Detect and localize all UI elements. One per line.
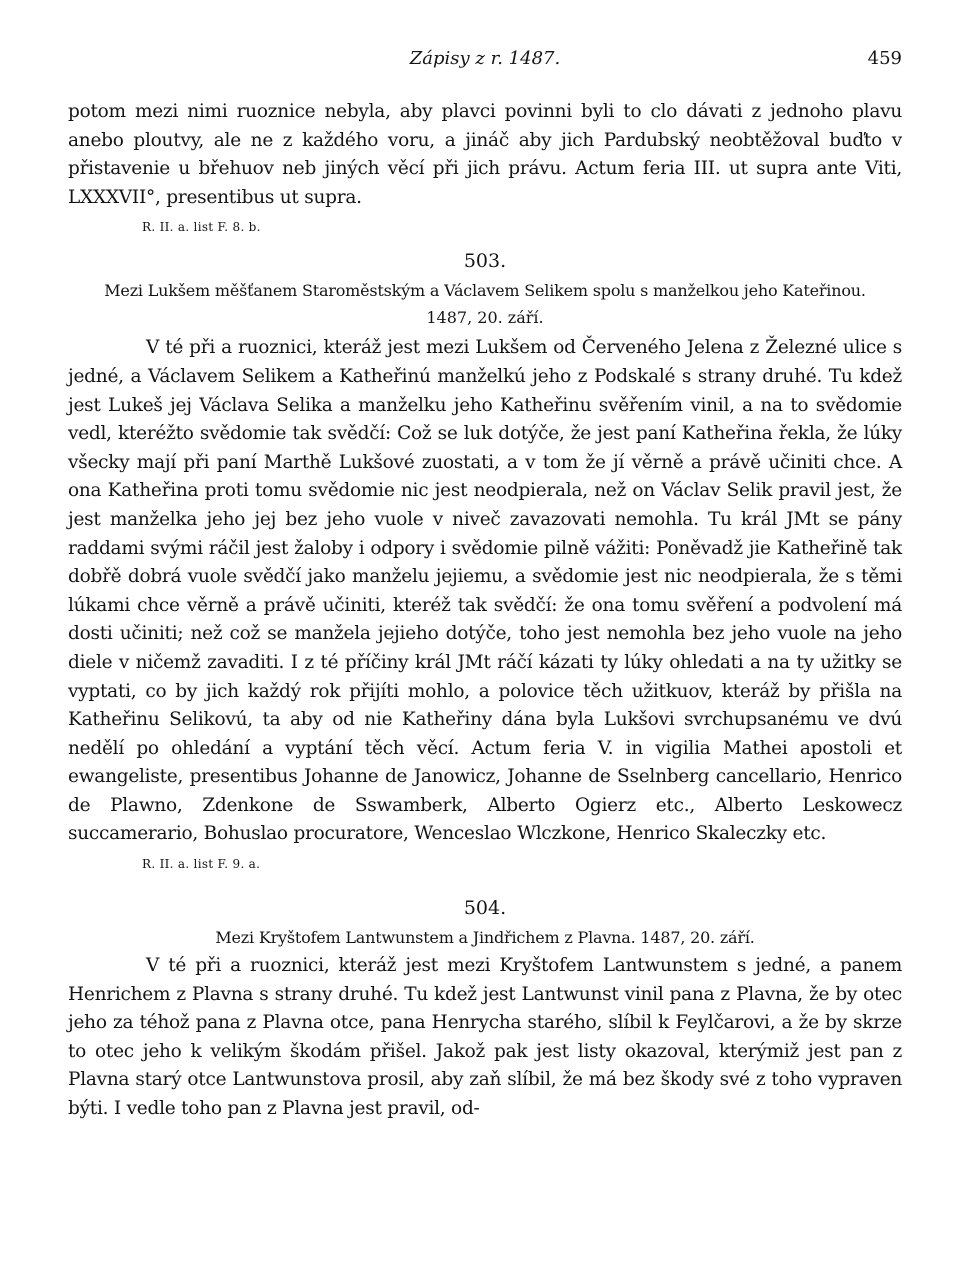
- page-number: 459: [867, 48, 902, 69]
- source-reference: R. II. a. list F. 9. a.: [142, 857, 261, 872]
- entry-paragraph: V té při a ruoznici, kteráž jest mezi Kryštofem Lantwunstem s jedné, a panem Henrichem z Plavna s strany druhé. Tu kdež jest Lantwunst vinil pana z Plavna, že by otec jeho za téhož pana z Plavna otce, pana Henrycha starého, slíbil k Feylčarovi, a že by skrze to otec jeho k velikým škodám přišel. Jakož pak jest listy okazoval, kterýmiž jest pan z Plavna starý otce Lantwunstova prosil, aby zaň slíbil, že má bez škody své z toho vypraven býti. I vedle toho pan z Plavna jest pravil, od-: [68, 955, 902, 1120]
- entry-heading: Mezi Kryštofem Lantwunstem a Jindřichem z Plavna. 1487, 20. září.: [215, 928, 755, 948]
- continuation-paragraph: potom mezi nimi ruoznice nebyla, aby plavci povinni byli to clo dávati z jednoho plavu anebo ploutvy, ale ne z každého voru, a jináč aby jich Pardubský neobtěžoval buďto v přistavenie u břehuov neb jiných věcí při jich právu. Actum feria III. ut supra ante Viti, LXXXVII°, presentibus ut supra.: [68, 101, 902, 208]
- entry-number: 503.: [463, 250, 507, 273]
- entry-paragraph: V té při a ruoznici, kteráž jest mezi Lukšem od Červeného Jelena z Železné ulice s jedné, a Václavem Selikem a Katheřinú manželkú jeho z Podskalé s strany druhé. Tu kdež jest Lukeš jej Václava Selika a manželku jeho Katheřinu svěřením vinil, a na to svědomie vedl, kteréžto svědomie tak svědčí: Což se luk dotýče, že jest paní Katheřina řekla, že lúky všecky mají při paní Marthě Lukšové zuostati, a v tom že jí věrně a právě učiniti chce. A ona Katheřina proti tomu svědomie nic jest neodpierala, než on Václav Selik pravil jest, že jest manželka jeho jej bez jeho vuole v niveč zavazovati nemohla. Tu král JMt se pány raddami svými ráčil jest žaloby i odpory i svědomie pilně vážiti: Poněvadž jie Katheřině tak dobřě dobrá vuole svědčí jako manželu jejiemu, a svědomie jest nic neodpierala, že s těmi lúkami chce věrně a právě učiniti, kteréž tak svědčí: že ona tomu svěření a podvolení má dosti učiniti; než což se manžela jejieho dotýče, toho jest nemohla bez jeho vuole na jeho diele v ničemž zavaditi. I z té příčiny král JMt ráčí kázati ty lúky ohledati a na ty užitky se vyptati, co by jich každý rok přijíti mohlo, a polovice těch užitkuov, kteráž by přišla na Katheřinu Selikovú, ta aby od nie Katheřiny dána byla Lukšovi svrchupsanému ve dvú nedělí po ohledání a vyptání těch věcí. Actum feria V. in vigilia Mathei apostoli et ewangeliste, presentibus Johanne de Janowicz, Johanne de Sselnberg cancellario, Henrico de Plawno, Zdenkone de Sswamberk, Alberto Ogierz etc., Alberto Leskowecz succamerario, Bohuslao procuratore, Wenceslao Wlczkone, Henrico Skaleczky etc.: [68, 337, 902, 845]
- entry-number: 504.: [463, 897, 507, 920]
- page-body: [68, 98, 902, 1124]
- source-reference: R. II. a. list F. 8. b.: [142, 220, 261, 235]
- running-title: Zápisy z r. 1487.: [409, 48, 561, 69]
- entry-heading: Mezi Lukšem měšťanem Staroměstským a Václavem Selikem spolu s manželkou jeho Kateřinou.: [104, 281, 866, 301]
- entry-date: 1487, 20. září.: [426, 308, 544, 328]
- page-header: [68, 44, 902, 74]
